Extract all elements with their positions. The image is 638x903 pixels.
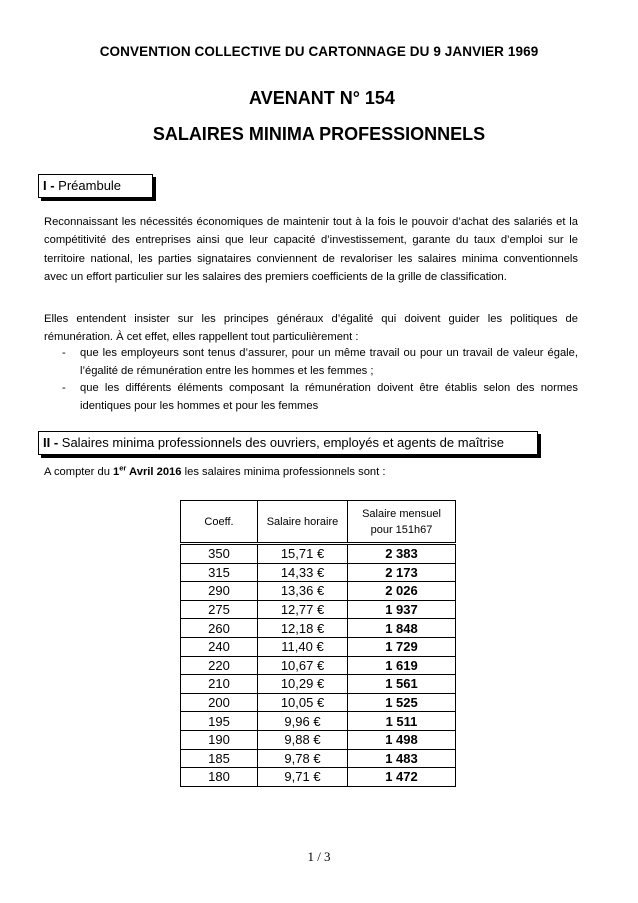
hourly-cell: 10,67 € — [258, 656, 348, 675]
list-item — [44, 345, 578, 380]
hourly-cell: 15,71 € — [258, 544, 348, 564]
monthly-cell: 1 511 — [348, 712, 456, 731]
effective-date-sentence — [44, 463, 386, 478]
monthly-cell: 1 937 — [348, 600, 456, 619]
table-row — [181, 582, 456, 601]
table-row — [181, 749, 456, 768]
section-label: Salaires minima professionnels des ouvriers, employés et agents de maîtrise — [58, 435, 504, 450]
coeff-cell: 195 — [181, 712, 258, 731]
salary-table — [180, 500, 456, 787]
coeff-cell: 350 — [181, 544, 258, 564]
intro-month-year: Avril 2016 — [126, 466, 182, 478]
bullet-text: que les employeurs sont tenus d’assurer, pour un même travail ou pour un travail de valeur égale, l’égalité de rémunération entre les hommes et les femmes ; — [80, 347, 578, 377]
table-row — [181, 600, 456, 619]
list-item — [44, 380, 578, 415]
monthly-cell: 1 561 — [348, 675, 456, 694]
monthly-cell: 1 483 — [348, 749, 456, 768]
coeff-cell: 315 — [181, 563, 258, 582]
page-number: 1 / 3 — [307, 849, 331, 864]
document-title: SALAIRES MINIMA PROFESSIONNELS — [152, 124, 486, 144]
header-monthly-line2: pour 151h67 — [370, 523, 433, 536]
intro-day: 1 — [113, 466, 120, 478]
preamble-paragraph-1: Reconnaissant les nécessités économiques de maintenir tout à la fois le pouvoir d’achat des salariés et la compétitivité des entreprises ainsi que leur capacité d’investissement, garante du taux d’emploi sur le territoire national, les parties signataires conviennent de revaloriser les salaires minima conventionnels avec un effort particulier sur les salaires des premiers coefficients de la grille de classification. — [44, 216, 578, 284]
coeff-cell: 220 — [181, 656, 258, 675]
hourly-cell: 9,71 € — [258, 768, 348, 787]
table-row — [181, 544, 456, 564]
table-row — [181, 563, 456, 582]
hourly-cell: 10,29 € — [258, 675, 348, 694]
hourly-cell: 12,18 € — [258, 619, 348, 638]
hourly-cell: 10,05 € — [258, 693, 348, 712]
table-row — [181, 768, 456, 787]
monthly-cell: 1 498 — [348, 730, 456, 749]
coeff-cell: 260 — [181, 619, 258, 638]
avenant-number: AVENANT N° 154 — [249, 88, 395, 108]
coeff-cell: 210 — [181, 675, 258, 694]
table-row — [181, 712, 456, 731]
preamble-bullet-list — [44, 345, 578, 415]
section-number: II - — [43, 435, 59, 450]
intro-sup: er — [119, 463, 127, 473]
hourly-cell: 9,96 € — [258, 712, 348, 731]
table-header-row — [181, 501, 456, 544]
table-row — [181, 619, 456, 638]
table-row — [181, 675, 456, 694]
salary-table-body — [181, 544, 456, 787]
coeff-cell: 180 — [181, 768, 258, 787]
table-row — [181, 730, 456, 749]
monthly-cell: 2 383 — [348, 544, 456, 564]
hourly-cell: 9,78 € — [258, 749, 348, 768]
coeff-cell: 275 — [181, 600, 258, 619]
table-row — [181, 656, 456, 675]
table-row — [181, 637, 456, 656]
monthly-cell: 1 848 — [348, 619, 456, 638]
coeff-cell: 185 — [181, 749, 258, 768]
intro-prefix: A compter du — [44, 466, 114, 478]
coeff-cell: 190 — [181, 730, 258, 749]
hourly-cell: 11,40 € — [258, 637, 348, 656]
hourly-cell: 9,88 € — [258, 730, 348, 749]
header-monthly — [348, 501, 456, 544]
section-label: Préambule — [54, 178, 122, 193]
bullet-dash: - — [62, 347, 66, 359]
bullet-text: que les différents éléments composant la rémunération doivent être établis selon des normes identiques pour les hommes et pour les femmes — [80, 382, 578, 412]
header-coeff: Coeff. — [181, 501, 258, 544]
monthly-cell: 2 026 — [348, 582, 456, 601]
hourly-cell: 13,36 € — [258, 582, 348, 601]
monthly-cell: 1 619 — [348, 656, 456, 675]
monthly-cell: 1 525 — [348, 693, 456, 712]
monthly-cell: 2 173 — [348, 563, 456, 582]
section-heading-salaires — [38, 431, 538, 455]
intro-suffix: les salaires minima professionnels sont : — [181, 466, 386, 478]
hourly-cell: 14,33 € — [258, 563, 348, 582]
header-hourly: Salaire horaire — [258, 501, 348, 544]
preamble-paragraph-2: Elles entendent insister sur les principes généraux d’égalité qui doivent guider les politiques de rémunération. À cet effet, elles rappellent tout particulièrement : — [44, 313, 578, 344]
table-row — [181, 693, 456, 712]
section-heading-preambule — [38, 174, 153, 198]
bullet-dash: - — [62, 382, 66, 394]
monthly-cell: 1 472 — [348, 768, 456, 787]
intro-date — [113, 463, 182, 478]
coeff-cell: 200 — [181, 693, 258, 712]
convention-heading: CONVENTION COLLECTIVE DU CARTONNAGE DU 9 JANVIER 1969 — [99, 44, 539, 59]
section-number: I - — [43, 178, 55, 193]
coeff-cell: 290 — [181, 582, 258, 601]
coeff-cell: 240 — [181, 637, 258, 656]
header-monthly-line1: Salaire mensuel — [362, 507, 441, 520]
monthly-cell: 1 729 — [348, 637, 456, 656]
hourly-cell: 12,77 € — [258, 600, 348, 619]
